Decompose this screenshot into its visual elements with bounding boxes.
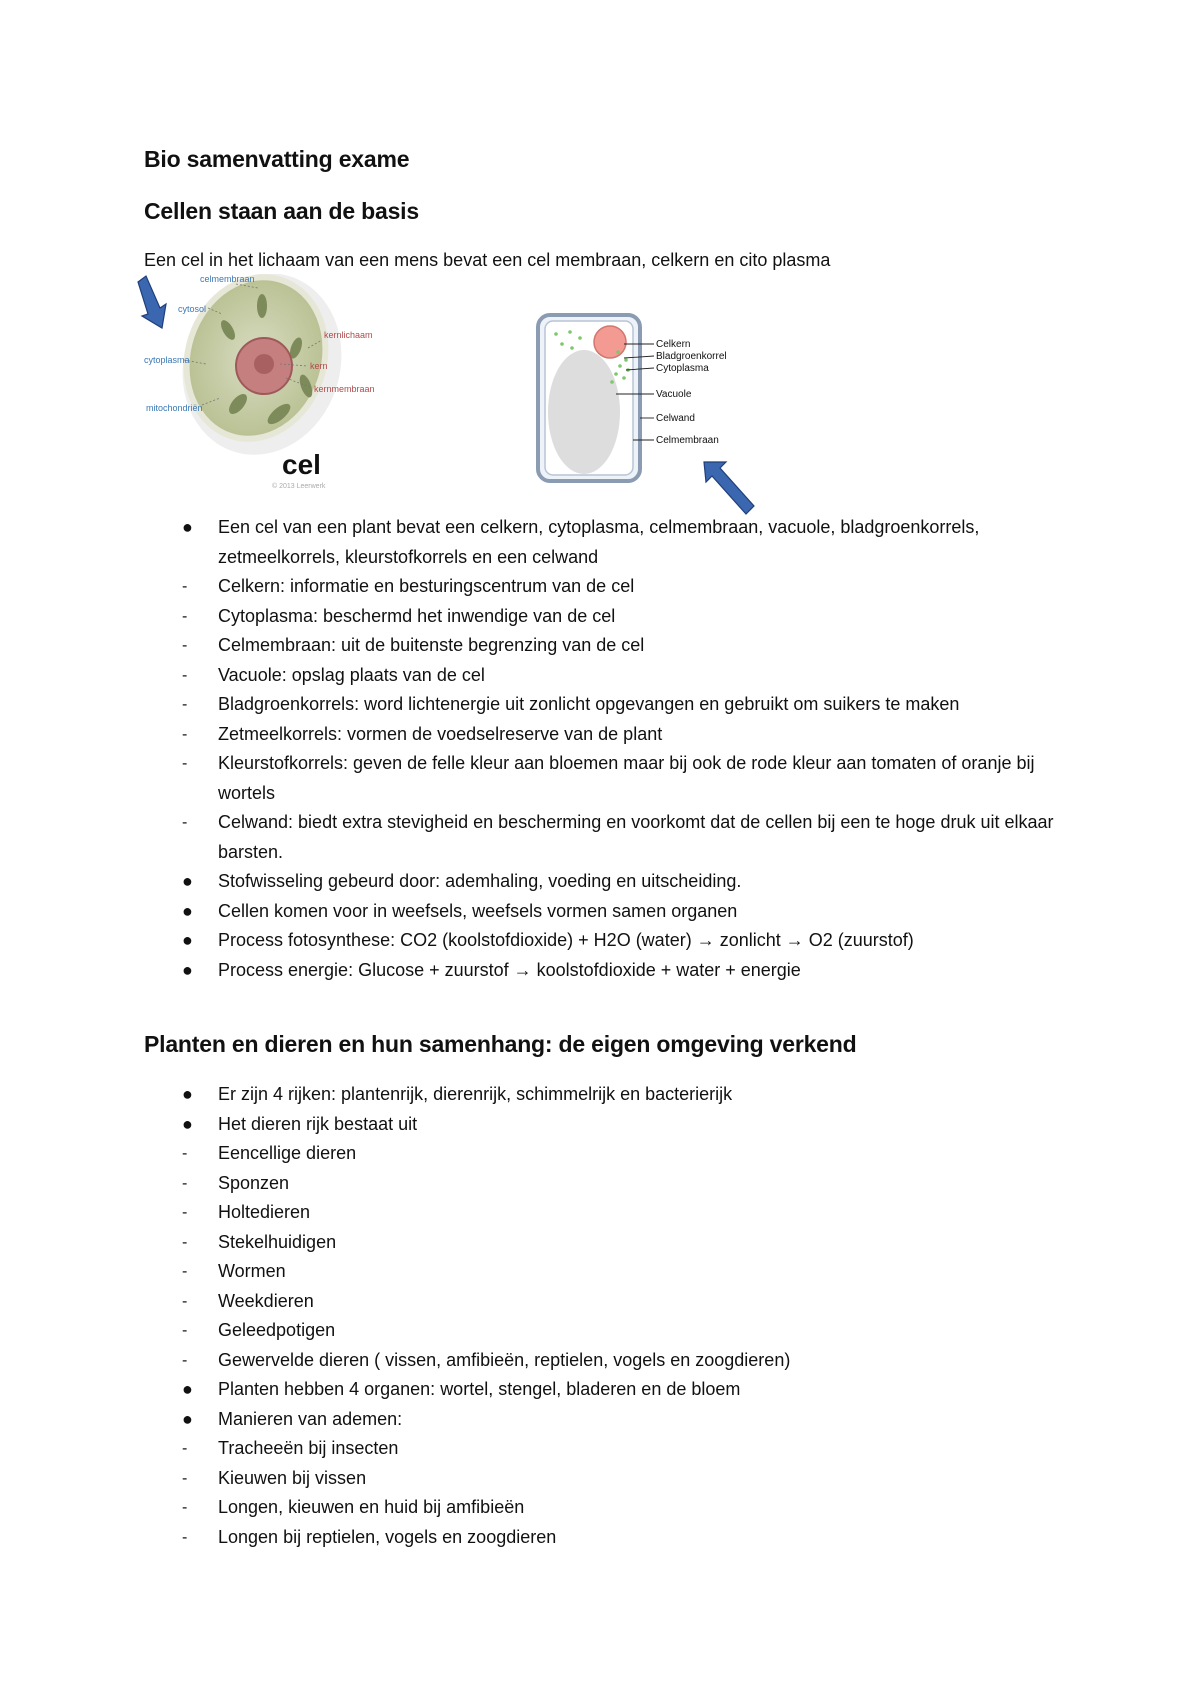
bullet-item <box>144 867 1074 897</box>
list-item-text: Sponzen <box>218 1172 290 1193</box>
label-vacuole: Vacuole <box>656 389 692 400</box>
dash-marker: - <box>182 1145 188 1162</box>
bullet-marker: ● <box>182 1379 193 1399</box>
list-item-text: Eencellige dieren <box>218 1143 357 1163</box>
vacuole <box>548 350 620 474</box>
label-celmembraan-plant: Celmembraan <box>656 435 719 446</box>
bullet-marker: ● <box>182 517 193 537</box>
dash-marker: - <box>182 755 188 772</box>
dash-item <box>144 808 1074 867</box>
list-item-text: Cellen komen voor in weefsels, weefsels vormen samen organen <box>218 900 738 921</box>
dash-marker: - <box>182 1204 188 1221</box>
dash-marker: - <box>182 1528 188 1546</box>
label-cytoplasma-plant: Cytoplasma <box>656 363 709 374</box>
bullet-marker: ● <box>182 1084 193 1104</box>
nucleolus <box>254 354 274 374</box>
dash-marker: - <box>182 1263 188 1280</box>
list-item-text: Kieuwen bij vissen <box>218 1467 367 1488</box>
plant-nucleus <box>594 326 626 358</box>
document-title: Bio samenvatting exame <box>144 146 410 172</box>
dash-marker: - <box>182 725 188 743</box>
bullet-marker: ● <box>182 1113 193 1134</box>
dash-item <box>144 1346 1074 1376</box>
list-item-text: Er zijn 4 rijken: plantenrijk, dierenrijk, schimmelrijk en bacterierijk <box>218 1084 733 1104</box>
dash-marker: - <box>182 1499 188 1516</box>
list-item-text: Wormen <box>218 1261 286 1281</box>
dash-item <box>144 1434 1074 1464</box>
label-kernlichaam: kernlichaam <box>324 330 373 340</box>
label-cytoplasma: cytoplasma <box>144 355 190 365</box>
dash-marker: - <box>182 637 188 654</box>
bullet-item <box>144 1110 1074 1140</box>
dash-marker: - <box>182 1233 188 1251</box>
intro-paragraph: Een cel in het lichaam van een mens bevat een cel membraan, celkern en cito plasma <box>144 250 831 270</box>
list-item-text: Process fotosynthese: CO2 (koolstofdioxide) + H2O (water) → zonlicht → O2 (zuurstof) <box>218 930 914 950</box>
bullet-marker: ● <box>182 1408 193 1429</box>
bullet-marker: ● <box>182 930 193 950</box>
dash-marker: - <box>182 666 188 684</box>
dash-item <box>144 1493 1074 1523</box>
label-celwand: Celwand <box>656 413 695 424</box>
dash-item <box>144 720 1074 750</box>
dash-item <box>144 661 1074 691</box>
kingdoms-list <box>144 1080 1074 1552</box>
dash-marker: - <box>182 1469 188 1487</box>
list-item-text: Stofwisseling gebeurd door: ademhaling, voeding en uitscheiding. <box>218 871 742 891</box>
bullet-marker: ● <box>182 900 193 921</box>
cell-facts-list <box>144 513 1074 985</box>
animal-cell-copyright: © 2013 Leerwerk <box>272 483 326 490</box>
dash-item <box>144 1287 1074 1317</box>
dash-item <box>144 1523 1074 1553</box>
dash-marker: - <box>182 1440 188 1457</box>
label-celmembraan: celmembraan <box>200 274 255 284</box>
label-celkern: Celkern <box>656 339 691 350</box>
section-heading-cells: Cellen staan aan de basis <box>144 198 419 224</box>
list-item-text: Longen bij reptielen, vogels en zoogdieren <box>218 1526 557 1547</box>
list-item-text: Het dieren rijk bestaat uit <box>218 1113 418 1134</box>
bullet-item <box>144 513 1074 572</box>
list-item-text: Celwand: biedt extra stevigheid en bescherming en voorkomt dat de cellen bij een te hoge druk uit elkaar barsten. <box>218 812 1054 862</box>
dash-item <box>144 749 1074 808</box>
dash-marker: - <box>182 696 188 713</box>
bullet-item <box>144 1375 1074 1405</box>
list-item-text: Geleedpotigen <box>218 1320 336 1340</box>
label-kern: kern <box>310 361 328 371</box>
dash-marker: - <box>182 1351 188 1369</box>
bullet-item <box>144 1405 1074 1435</box>
mitochondrion <box>257 294 267 318</box>
list-item-text: Planten hebben 4 organen: wortel, stengel, bladeren en de bloem <box>218 1379 741 1399</box>
label-mitochondrien: mitochondriën <box>146 403 203 413</box>
bullet-marker: ● <box>182 871 193 891</box>
dash-marker: - <box>182 1174 188 1192</box>
list-item-text: Zetmeelkorrels: vormen de voedselreserve van de plant <box>218 723 663 744</box>
list-item-text: Process energie: Glucose + zuurstof → koolstofdioxide + water + energie <box>218 959 801 980</box>
label-cytosol: cytosol <box>178 304 207 314</box>
list-item-text: Manieren van ademen: <box>218 1408 403 1429</box>
dash-item <box>144 1169 1074 1199</box>
dash-item <box>144 690 1074 720</box>
label-kernmembraan: kernmembraan <box>314 384 375 394</box>
dash-item <box>144 1198 1074 1228</box>
dash-item <box>144 631 1074 661</box>
dash-item <box>144 1228 1074 1258</box>
pointer-arrow-icon <box>138 276 166 328</box>
dash-item <box>144 602 1074 632</box>
list-item-text: Vacuole: opslag plaats van de cel <box>218 664 485 685</box>
pointer-arrow-icon <box>704 462 754 514</box>
list-item-text: Weekdieren <box>218 1290 314 1311</box>
dash-marker: - <box>182 607 188 625</box>
plant-cell-figure <box>536 312 760 522</box>
label-bladgroenkorrel: Bladgroenkorrel <box>656 351 727 362</box>
bullet-marker: ● <box>182 959 193 980</box>
list-item-text: Gewervelde dieren ( vissen, amfibieën, reptielen, vogels en zoogdieren) <box>218 1349 791 1370</box>
bullet-item <box>144 1080 1074 1110</box>
dash-item <box>144 1139 1074 1169</box>
animal-cell-figure <box>136 274 406 496</box>
list-item-text: Longen, kieuwen en huid bij amfibieën <box>218 1497 525 1517</box>
dash-marker: - <box>182 578 188 595</box>
dash-marker: - <box>182 1292 188 1310</box>
list-item-text: Cytoplasma: beschermd het inwendige van de cel <box>218 605 616 626</box>
list-item-text: Celkern: informatie en besturingscentrum van de cel <box>218 576 635 596</box>
dash-marker: - <box>182 1322 188 1339</box>
bullet-item <box>144 897 1074 927</box>
section-heading-plants-animals: Planten en dieren en hun samenhang: de eigen omgeving verkend <box>144 1031 857 1057</box>
dash-item <box>144 572 1074 602</box>
list-item-text: Stekelhuidigen <box>218 1231 337 1252</box>
dash-item <box>144 1316 1074 1346</box>
bullet-item <box>144 956 1074 986</box>
list-item-text: Een cel van een plant bevat een celkern, cytoplasma, celmembraan, vacuole, bladgroenkorrels, zetmeelkorrels, kleurstofkorrels en een celwand <box>218 517 980 567</box>
dash-item <box>144 1257 1074 1287</box>
dash-item <box>144 1464 1074 1494</box>
list-item-text: Holtedieren <box>218 1202 311 1222</box>
list-item-text: Tracheeën bij insecten <box>218 1438 399 1458</box>
list-item-text: Kleurstofkorrels: geven de felle kleur aan bloemen maar bij ook de rode kleur aan tomaten of oranje bij wortels <box>218 753 1035 803</box>
dash-marker: - <box>182 814 188 831</box>
bullet-item <box>144 926 1074 956</box>
list-item-text: Bladgroenkorrels: word lichtenergie uit zonlicht opgevangen en gebruikt om suikers te maken <box>218 694 960 714</box>
animal-cell-caption: cel <box>282 449 321 480</box>
list-item-text: Celmembraan: uit de buitenste begrenzing van de cel <box>218 635 645 655</box>
